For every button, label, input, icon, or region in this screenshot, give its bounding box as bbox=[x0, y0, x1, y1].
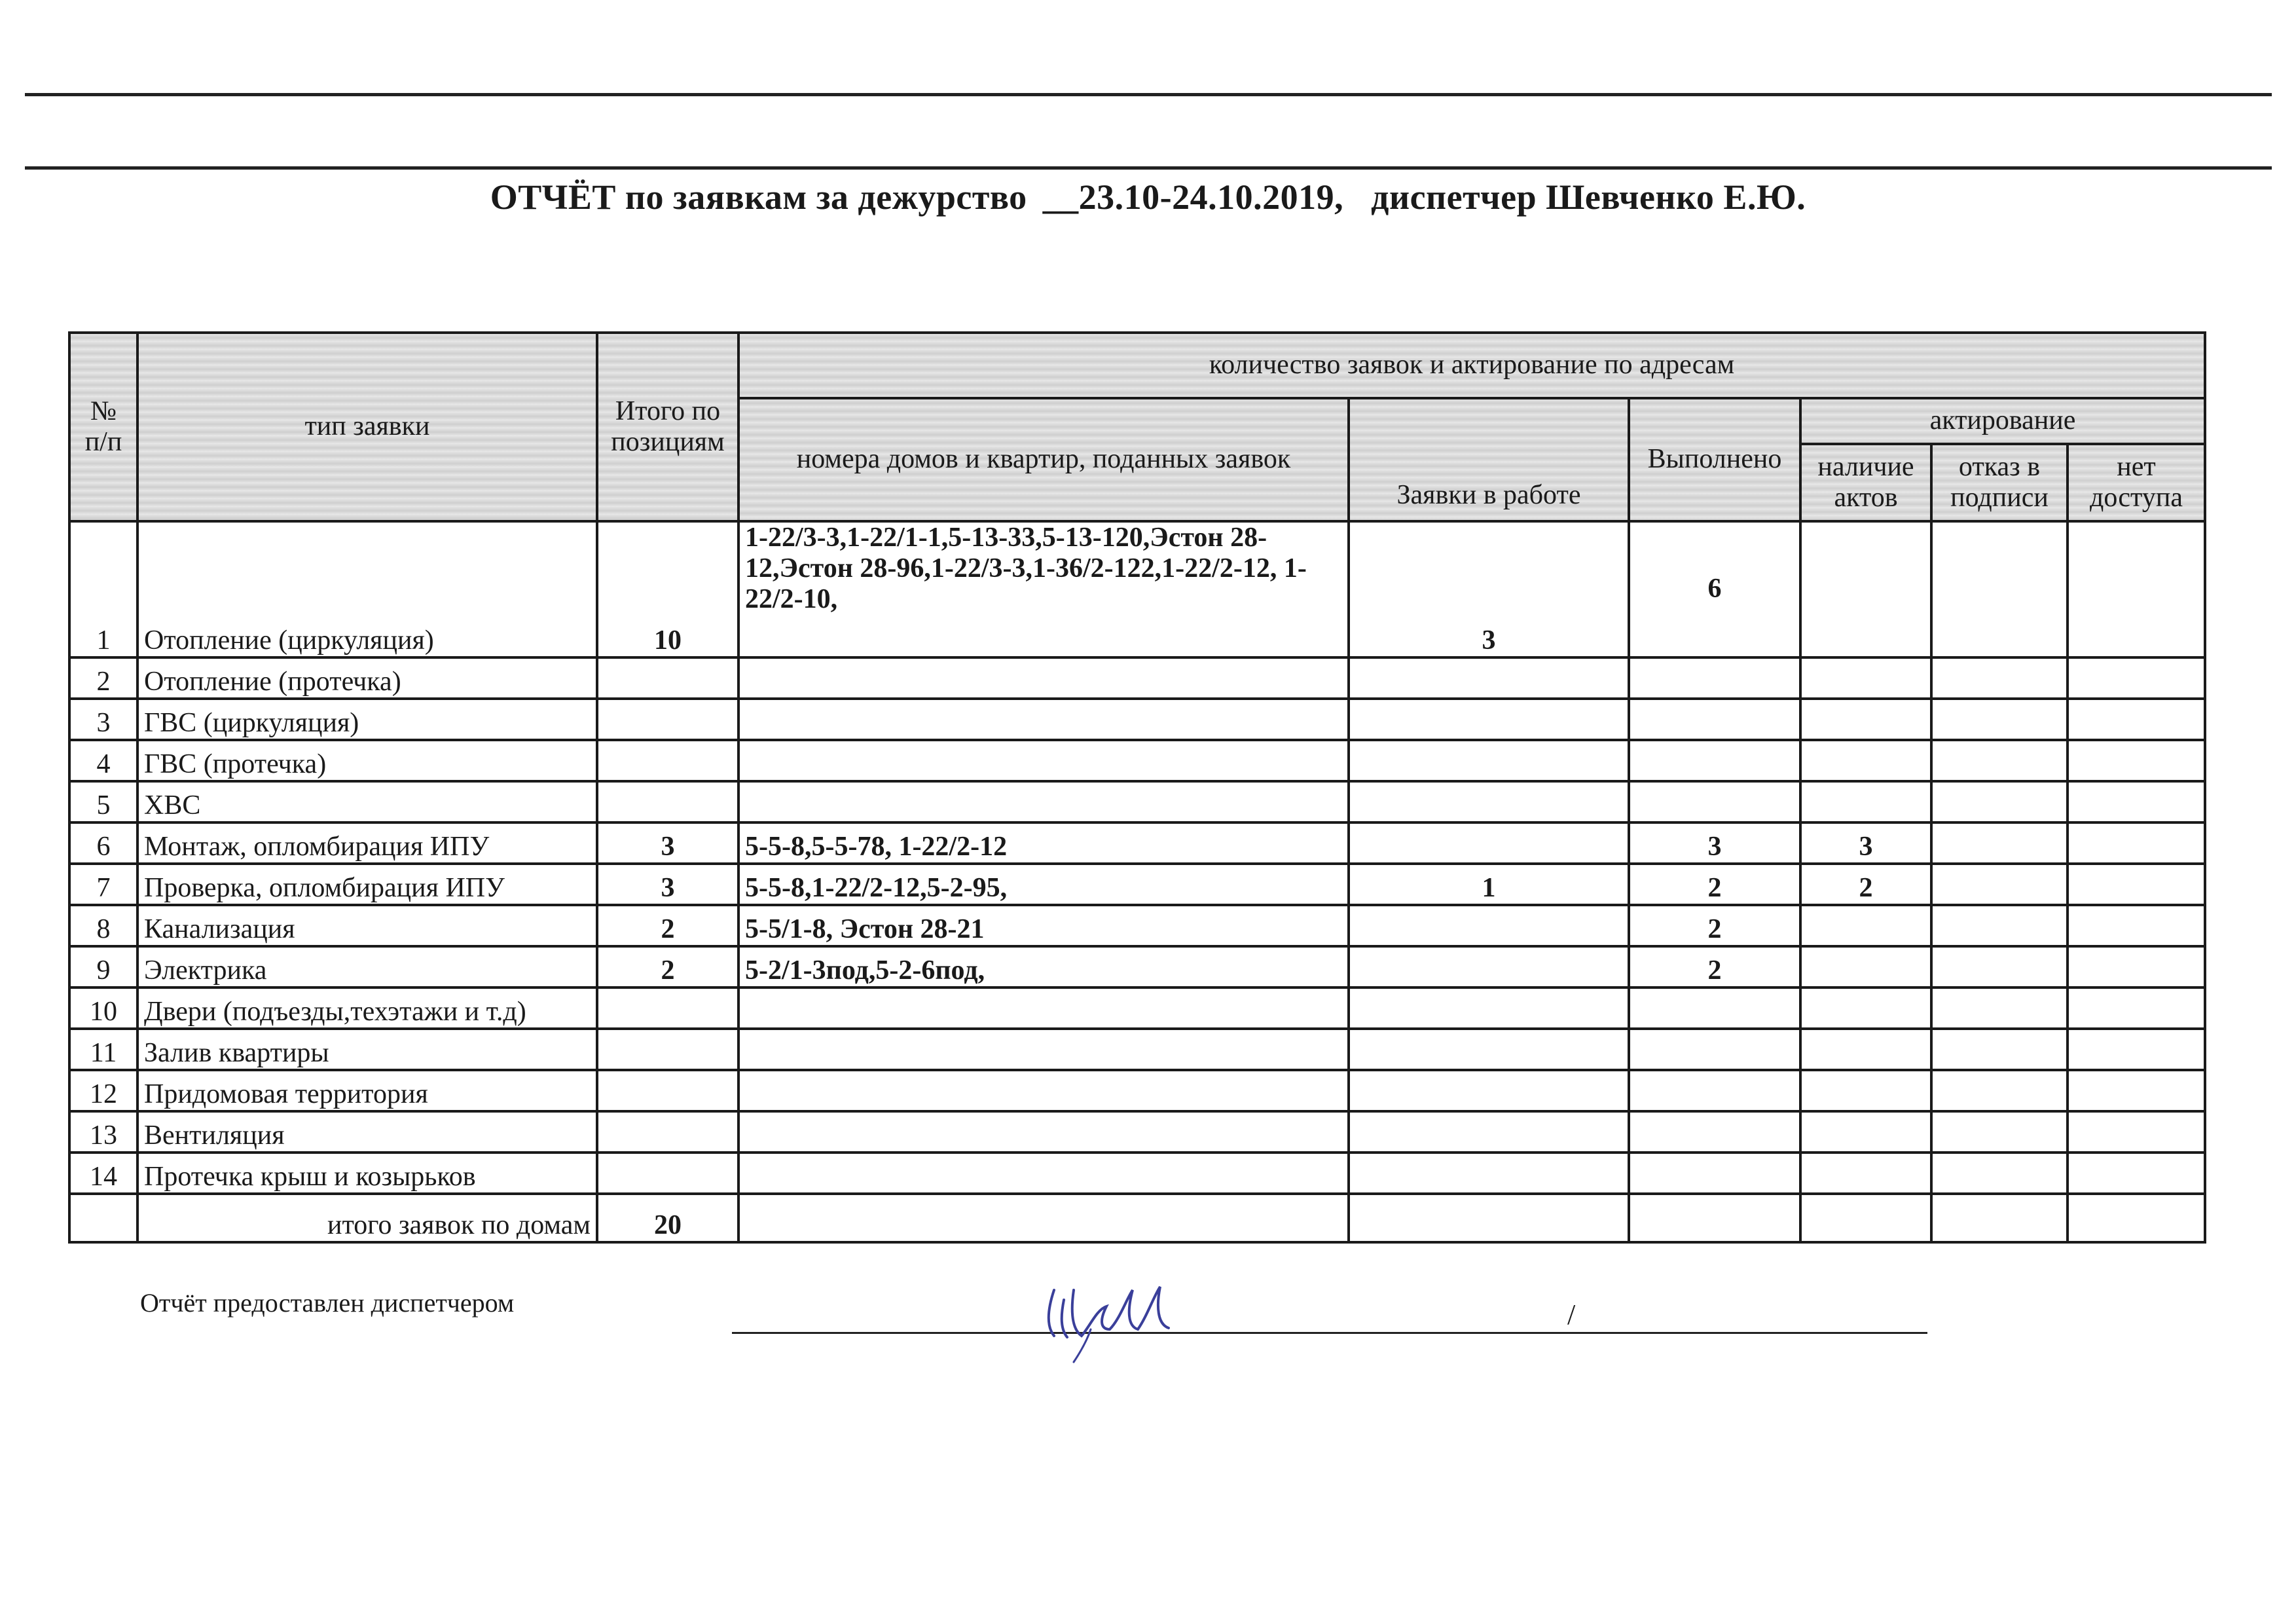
row-in-work bbox=[1349, 781, 1629, 822]
header-no-access: нет доступа bbox=[2068, 444, 2205, 521]
row-total bbox=[597, 699, 738, 740]
row-no-access bbox=[2068, 987, 2205, 1029]
row-type: ХВС bbox=[137, 781, 597, 822]
total-row-empty bbox=[738, 1194, 1349, 1242]
table-row bbox=[69, 822, 2205, 864]
total-row bbox=[69, 1194, 2205, 1242]
row-done: 6 bbox=[1629, 521, 1800, 657]
table-row bbox=[69, 1153, 2205, 1194]
row-acts bbox=[1800, 1111, 1931, 1153]
row-total bbox=[597, 1153, 738, 1194]
row-type: Отопление (протечка) bbox=[137, 657, 597, 699]
row-total bbox=[597, 1111, 738, 1153]
row-in-work bbox=[1349, 905, 1629, 946]
table-row bbox=[69, 905, 2205, 946]
row-total bbox=[597, 657, 738, 699]
row-num: 5 bbox=[69, 781, 137, 822]
row-in-work bbox=[1349, 1111, 1629, 1153]
row-type: Электрика bbox=[137, 946, 597, 987]
row-acts bbox=[1800, 521, 1931, 657]
row-done: 2 bbox=[1629, 946, 1800, 987]
header-type: тип заявки bbox=[137, 333, 597, 521]
row-num: 7 bbox=[69, 864, 137, 905]
header-acts: наличие актов bbox=[1800, 444, 1931, 521]
report-title bbox=[0, 177, 2296, 217]
row-addresses: 1-22/3-3,1-22/1-1,5-13-33,5-13-120,Эстон 28-12,Эстон 28-96,1-22/3-3,1-36/2-122,1-22/2-12, 1-22/2-10, bbox=[738, 521, 1349, 657]
row-num: 11 bbox=[69, 1029, 137, 1070]
row-no-access bbox=[2068, 1070, 2205, 1111]
row-addresses bbox=[738, 657, 1349, 699]
row-done: 2 bbox=[1629, 905, 1800, 946]
row-num: 2 bbox=[69, 657, 137, 699]
row-addresses bbox=[738, 1153, 1349, 1194]
row-addresses bbox=[738, 987, 1349, 1029]
top-rule-2 bbox=[25, 166, 2272, 170]
row-no-access bbox=[2068, 1153, 2205, 1194]
row-addresses: 5-5/1-8, Эстон 28-21 bbox=[738, 905, 1349, 946]
row-refusal bbox=[1931, 864, 2068, 905]
row-type: Канализация bbox=[137, 905, 597, 946]
header-done: Выполнено bbox=[1629, 398, 1800, 521]
row-no-access bbox=[2068, 1111, 2205, 1153]
row-total bbox=[597, 740, 738, 781]
row-done bbox=[1629, 987, 1800, 1029]
row-addresses bbox=[738, 740, 1349, 781]
row-no-access bbox=[2068, 1029, 2205, 1070]
table-row bbox=[69, 1029, 2205, 1070]
row-total: 2 bbox=[597, 946, 738, 987]
row-total bbox=[597, 1029, 738, 1070]
row-in-work bbox=[1349, 1153, 1629, 1194]
table-row bbox=[69, 740, 2205, 781]
row-type: Придомовая территория bbox=[137, 1070, 597, 1111]
table-row bbox=[69, 946, 2205, 987]
table-row bbox=[69, 521, 2205, 657]
row-done bbox=[1629, 1070, 1800, 1111]
row-addresses bbox=[738, 699, 1349, 740]
row-refusal bbox=[1931, 987, 2068, 1029]
row-type: Отопление (циркуляция) bbox=[137, 521, 597, 657]
header-in-work: Заявки в работе bbox=[1349, 398, 1629, 521]
row-in-work: 3 bbox=[1349, 521, 1629, 657]
header-num: № п/п bbox=[69, 333, 137, 521]
row-done bbox=[1629, 1029, 1800, 1070]
row-in-work bbox=[1349, 822, 1629, 864]
row-num: 13 bbox=[69, 1111, 137, 1153]
row-in-work bbox=[1349, 699, 1629, 740]
row-refusal bbox=[1931, 1111, 2068, 1153]
row-acts bbox=[1800, 699, 1931, 740]
title-prefix: ОТЧЁТ по заявкам за дежурство bbox=[490, 177, 1027, 217]
row-done bbox=[1629, 781, 1800, 822]
footer-label: Отчёт предоставлен диспетчером bbox=[140, 1288, 515, 1318]
row-type: ГВС (протечка) bbox=[137, 740, 597, 781]
row-in-work bbox=[1349, 1029, 1629, 1070]
table-row bbox=[69, 1111, 2205, 1153]
row-acts: 3 bbox=[1800, 822, 1931, 864]
row-addresses bbox=[738, 781, 1349, 822]
row-addresses bbox=[738, 1029, 1349, 1070]
row-refusal bbox=[1931, 657, 2068, 699]
row-done bbox=[1629, 699, 1800, 740]
row-done: 2 bbox=[1629, 864, 1800, 905]
row-num: 3 bbox=[69, 699, 137, 740]
total-row-empty bbox=[1629, 1194, 1800, 1242]
row-no-access bbox=[2068, 822, 2205, 864]
row-refusal bbox=[1931, 699, 2068, 740]
table-row bbox=[69, 864, 2205, 905]
total-row-num bbox=[69, 1194, 137, 1242]
row-in-work bbox=[1349, 740, 1629, 781]
row-type: Вентиляция bbox=[137, 1111, 597, 1153]
row-acts bbox=[1800, 987, 1931, 1029]
signature-line bbox=[732, 1332, 1927, 1334]
row-type: Протечка крыш и козырьков bbox=[137, 1153, 597, 1194]
row-in-work bbox=[1349, 1070, 1629, 1111]
row-type: Залив квартиры bbox=[137, 1029, 597, 1070]
table-row bbox=[69, 1070, 2205, 1111]
row-num: 8 bbox=[69, 905, 137, 946]
signature-image bbox=[1034, 1264, 1192, 1369]
row-in-work bbox=[1349, 946, 1629, 987]
row-refusal bbox=[1931, 946, 2068, 987]
row-done bbox=[1629, 1153, 1800, 1194]
row-no-access bbox=[2068, 864, 2205, 905]
row-refusal bbox=[1931, 521, 2068, 657]
row-type: Проверка, опломбирация ИПУ bbox=[137, 864, 597, 905]
header-total: Итого по позициям bbox=[597, 333, 738, 521]
row-done: 3 bbox=[1629, 822, 1800, 864]
row-acts bbox=[1800, 946, 1931, 987]
row-num: 14 bbox=[69, 1153, 137, 1194]
row-num: 4 bbox=[69, 740, 137, 781]
row-no-access bbox=[2068, 521, 2205, 657]
row-no-access bbox=[2068, 781, 2205, 822]
row-total: 2 bbox=[597, 905, 738, 946]
total-row-empty bbox=[1349, 1194, 1629, 1242]
row-acts bbox=[1800, 1070, 1931, 1111]
table-row bbox=[69, 781, 2205, 822]
row-num: 12 bbox=[69, 1070, 137, 1111]
signature-slash: / bbox=[1567, 1299, 1576, 1331]
header-acting: актирование bbox=[1800, 398, 2205, 444]
row-acts bbox=[1800, 905, 1931, 946]
row-num: 6 bbox=[69, 822, 137, 864]
row-refusal bbox=[1931, 1029, 2068, 1070]
row-refusal bbox=[1931, 822, 2068, 864]
row-num: 1 bbox=[69, 521, 137, 657]
row-acts: 2 bbox=[1800, 864, 1931, 905]
row-refusal bbox=[1931, 1070, 2068, 1111]
table-row bbox=[69, 987, 2205, 1029]
row-type: Двери (подъезды,техэтажи и т.д) bbox=[137, 987, 597, 1029]
row-type: ГВС (циркуляция) bbox=[137, 699, 597, 740]
total-row-empty bbox=[1931, 1194, 2068, 1242]
row-total bbox=[597, 987, 738, 1029]
total-row-label: итого заявок по домам bbox=[137, 1194, 597, 1242]
table-row bbox=[69, 657, 2205, 699]
row-no-access bbox=[2068, 699, 2205, 740]
row-total: 3 bbox=[597, 864, 738, 905]
row-total: 10 bbox=[597, 521, 738, 657]
row-total bbox=[597, 1070, 738, 1111]
row-total: 3 bbox=[597, 822, 738, 864]
row-no-access bbox=[2068, 946, 2205, 987]
row-done bbox=[1629, 740, 1800, 781]
row-no-access bbox=[2068, 905, 2205, 946]
header-group: количество заявок и актирование по адресам bbox=[738, 333, 2205, 398]
top-rule bbox=[25, 93, 2272, 96]
row-done bbox=[1629, 1111, 1800, 1153]
row-in-work bbox=[1349, 657, 1629, 699]
row-in-work bbox=[1349, 987, 1629, 1029]
row-addresses bbox=[738, 1070, 1349, 1111]
header-addresses: номера домов и квартир, поданных заявок bbox=[738, 398, 1349, 521]
row-done bbox=[1629, 657, 1800, 699]
row-type: Монтаж, опломбирация ИПУ bbox=[137, 822, 597, 864]
row-addresses: 5-5-8,5-5-78, 1-22/2-12 bbox=[738, 822, 1349, 864]
row-acts bbox=[1800, 1029, 1931, 1070]
row-refusal bbox=[1931, 781, 2068, 822]
report-table bbox=[68, 331, 2206, 1244]
row-acts bbox=[1800, 657, 1931, 699]
total-row-value: 20 bbox=[597, 1194, 738, 1242]
row-refusal bbox=[1931, 905, 2068, 946]
row-refusal bbox=[1931, 740, 2068, 781]
row-acts bbox=[1800, 740, 1931, 781]
row-acts bbox=[1800, 781, 1931, 822]
row-in-work: 1 bbox=[1349, 864, 1629, 905]
row-num: 10 bbox=[69, 987, 137, 1029]
row-addresses: 5-2/1-3под,5-2-6под, bbox=[738, 946, 1349, 987]
row-addresses: 5-5-8,1-22/2-12,5-2-95, bbox=[738, 864, 1349, 905]
title-date: __23.10-24.10.2019, bbox=[1042, 177, 1344, 217]
total-row-empty bbox=[2068, 1194, 2205, 1242]
row-no-access bbox=[2068, 657, 2205, 699]
title-dispatcher: диспетчер Шевченко Е.Ю. bbox=[1371, 177, 1806, 217]
row-addresses bbox=[738, 1111, 1349, 1153]
table-row bbox=[69, 699, 2205, 740]
row-acts bbox=[1800, 1153, 1931, 1194]
row-no-access bbox=[2068, 740, 2205, 781]
header-refusal: отказ в подписи bbox=[1931, 444, 2068, 521]
row-total bbox=[597, 781, 738, 822]
row-num: 9 bbox=[69, 946, 137, 987]
total-row-empty bbox=[1800, 1194, 1931, 1242]
row-refusal bbox=[1931, 1153, 2068, 1194]
